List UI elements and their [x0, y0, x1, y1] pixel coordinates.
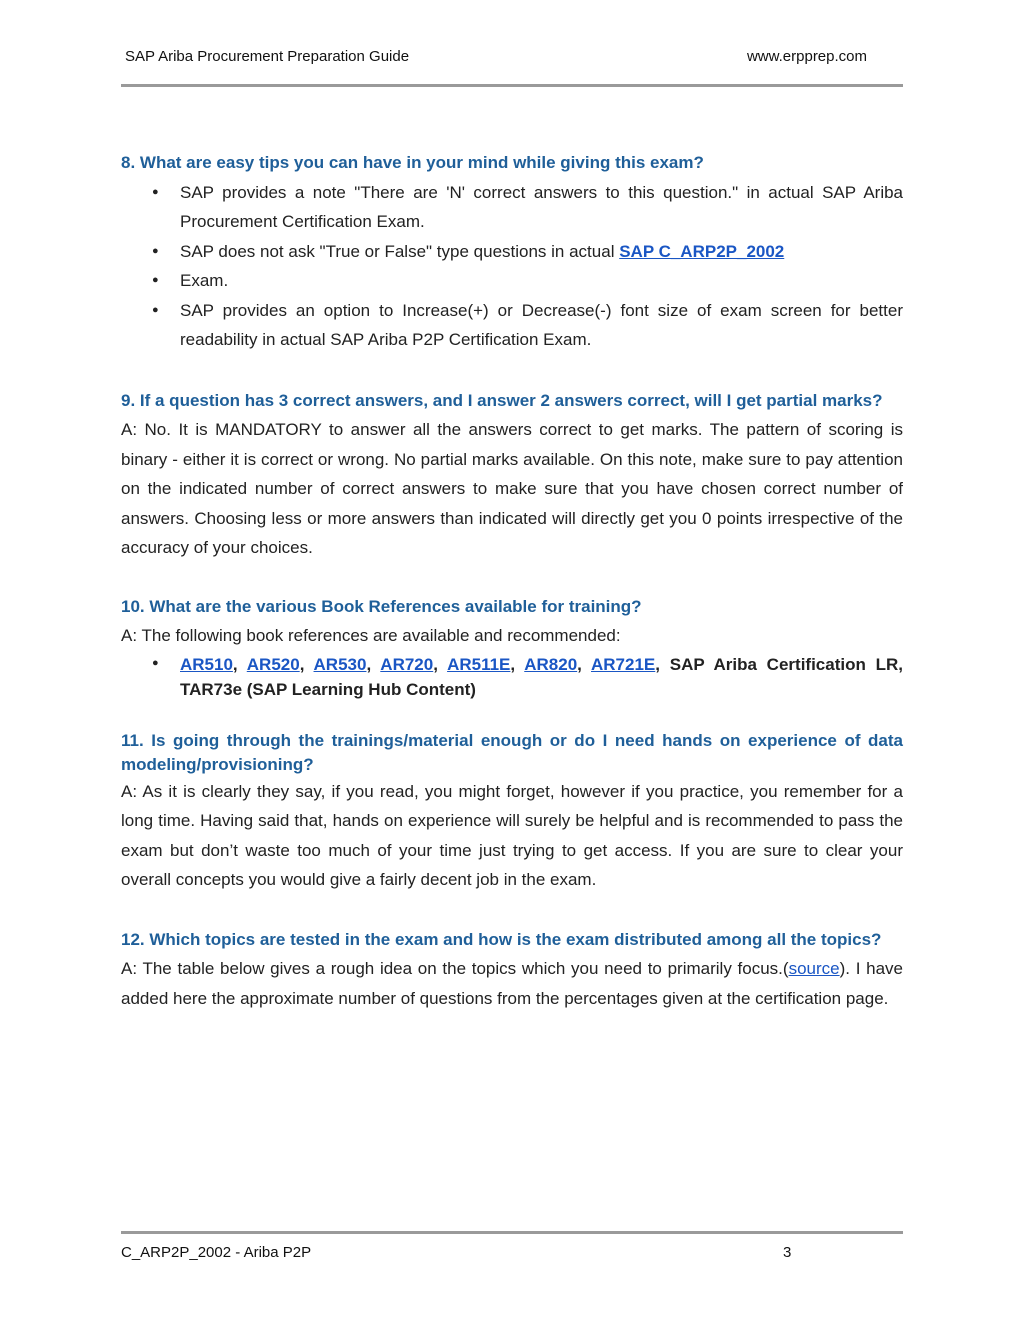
exam-code-link[interactable]: SAP C_ARP2P_2002 [619, 241, 785, 261]
tip-text: SAP does not ask "True or False" type questions in actual [180, 241, 620, 261]
list-item [121, 651, 903, 702]
ref-separator: , [433, 654, 448, 674]
ref-separator: , [366, 654, 381, 674]
question-10-heading: 10. What are the various Book References available for training? [121, 596, 642, 616]
ref-link-ar720[interactable]: AR720 [380, 654, 434, 674]
list-item [121, 296, 903, 355]
answer-text: A: The table below gives a rough idea on the topics which you need to primarily focus.( [121, 959, 789, 978]
bullet-icon: ● [152, 274, 159, 286]
ref-separator: , [232, 654, 247, 674]
answer-text: ). I have added here the approximate number of questions from the percentages given at the certification page. [121, 959, 903, 1008]
ref-separator: , [510, 654, 525, 674]
header-title: SAP Ariba Procurement Preparation Guide [125, 48, 410, 65]
question-12-heading: 12. Which topics are tested in the exam and how is the exam distributed among all the topics? [121, 929, 882, 949]
tip-text: SAP provides a note "There are 'N' correct answers to this question." in actual SAP Ariba Procurement Certification Exam. [180, 182, 903, 231]
bullet-icon: ● [152, 244, 159, 257]
book-references-list [121, 651, 903, 702]
ref-link-ar520[interactable]: AR520 [246, 654, 300, 674]
ref-link-ar721e[interactable]: AR721E [591, 654, 656, 674]
ref-link-ar530[interactable]: AR530 [313, 654, 367, 674]
bullet-icon: ● [152, 185, 159, 198]
document-body [121, 148, 903, 1013]
bullet-icon: ● [152, 303, 159, 316]
ref-tail-text: , SAP Ariba Certification LR, TAR73e (SAP Learning Hub Content) [180, 654, 903, 699]
ref-link-ar511e[interactable]: AR511E [447, 654, 511, 674]
header-divider [121, 84, 903, 87]
ref-separator: , [299, 654, 314, 674]
tip-text: SAP provides an option to Increase(+) or Decrease(-) font size of exam screen for better readability in actual SAP Ariba P2P Certification Exam. [180, 300, 903, 349]
question-11-heading: 11. Is going through the trainings/material enough or do I need hands on experience of data modeling/provisioning? [121, 730, 903, 774]
question-12-answer [121, 954, 903, 1013]
list-item [121, 178, 903, 237]
footer-divider [121, 1231, 903, 1234]
ref-link-ar510[interactable]: AR510 [180, 654, 233, 674]
page-number: 3 [783, 1244, 792, 1261]
list-item [121, 237, 903, 267]
ref-separator: , [577, 654, 591, 674]
source-link[interactable]: source [788, 959, 840, 978]
page-header [121, 48, 903, 70]
header-site: www.erpprep.com [746, 48, 867, 65]
list-item [121, 266, 903, 296]
tip-text: Exam. [180, 271, 229, 290]
question-9-answer: A: No. It is MANDATORY to answer all the answers correct to get marks. The pattern of scoring is binary - either it is correct or wrong. No partial marks available. On this note, make sure to pay attention on the indicated number of correct answers to make sure that you have chosen correct number of answers. Choosing less or more answers than indicated will directly get you 0 points irrespective of the accuracy of your choices. [121, 420, 903, 557]
question-11-answer: A: As it is clearly they say, if you read, you might forget, however if you practice, you remember for a long time. Having said that, hands on experience will surely be helpful and is recommended to pass the exam but don’t waste too much of your time just trying to get access. If you are sure to clear your overall concepts you would give a fairly decent job in the exam. [121, 781, 903, 889]
question-10-intro: A: The following book references are available and recommended: [121, 626, 621, 645]
question-8-heading: 8. What are easy tips you can have in your mind while giving this exam? [121, 153, 704, 172]
question-8-tips-list [121, 178, 903, 355]
question-9-heading: 9. If a question has 3 correct answers, and I answer 2 answers correct, will I get partial marks? [121, 390, 883, 410]
ref-link-ar820[interactable]: AR820 [524, 654, 578, 674]
bullet-icon: ● [152, 656, 159, 669]
footer-exam-code: C_ARP2P_2002 - Ariba P2P [121, 1244, 312, 1261]
